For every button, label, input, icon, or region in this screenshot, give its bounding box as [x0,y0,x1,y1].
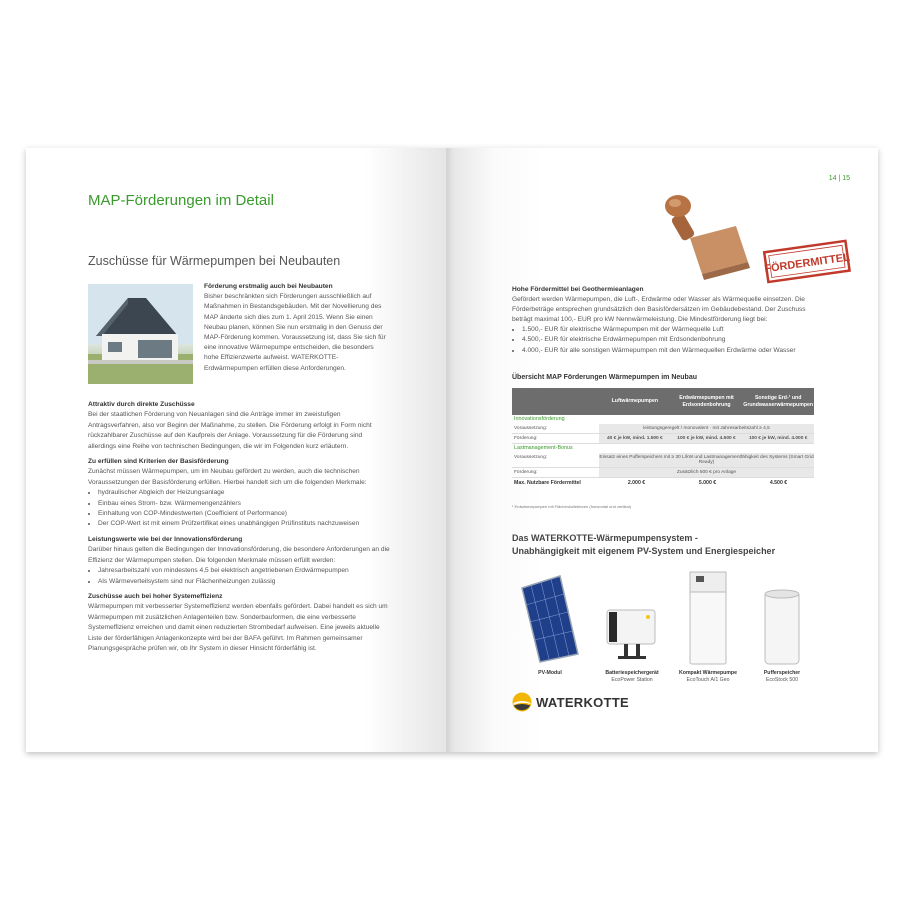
page-title: MAP-Förderungen im Detail [88,192,274,209]
stamp-image [662,180,852,292]
total-cell: 5.000 € [698,480,717,486]
table-cell: Einsatz eines Pufferspeichers mit ≥ 30 L/kW und Lastmanagementfähigkeit des Systems (Smart Grid Ready) [599,455,814,465]
system-title [512,532,812,557]
table-cell: Zusätzlich 500 € pro Anlage [676,470,737,475]
left-body [88,400,391,654]
product-label: Batteriespeichergerät EcoPower Station [605,670,659,683]
table-header-cell [512,388,599,415]
table-title: Übersicht MAP Förderungen Wärmepumpen im Neubau [512,374,698,381]
geothermal-text: Gefördert werden Wärmepumpen, die Luft-, Erdwärme oder Wasser als Wärmequelle einsetzen. Die Förderbeträge entsprechen grundsätzlich den Basisfördersätzen im Gebäudebestand. Der Zuschuss beträgt maximal 100,- EUR pro kW Nennwärmeleistung. Die Mindestförderung liegt bei: [512,296,806,324]
section-heading: Zuschüsse auch bei hoher Systemeffizienz [88,592,223,600]
intro-block [204,282,390,374]
product-label: Pufferspeicher EcoStock 500 [763,670,801,683]
list-item: • Als Wärmeverteilsystem sind nur Flächenheizungen zulässig [98,577,391,587]
buffer-tank-icon [765,590,799,664]
row-label: Förderung: [514,470,538,475]
list-item: • Jahresarbeitszahl von mindestens 4,5 bei elektrisch angetriebenen Erdwärmepumpen [98,566,391,576]
min-funding-list [512,325,822,355]
geothermal-block [512,285,822,356]
product-lineup [512,558,822,698]
table-section-label: Lastmanagement-Bonus [514,445,573,451]
total-label: Max. Nutzbare Fördermittel [514,480,581,486]
list-item: • Einhaltung von COP-Mindestwerten (Coefficient of Performance) [98,509,391,519]
section-text: Wärmepumpen mit verbesserter Systemeffizienz werden ebenfalls gefördert. Dabei handelt es sich um Wärmepumpen mit zusätzlichen Anlagenteilen bzw. Sonderbauformen, die eine verbesserte Systemeffizienz erreichen und damit einen reduzierten Strombedarf aufweisen. Eine jeweils aktuelle Liste der förderfähigen Anlagenkonzepte wird bei der BAFA geführt. Im Rahmen gemeinsamer Planungsgespräche prüfen wir, ob Ihr System in dieser Hinsicht förderfähig ist. [88,603,388,652]
table-header-cell: Sonstige Erd-¹ und Grundwasserwärmepumpen [743,394,814,408]
system-title-line: Unabhängigkeit mit eigenem PV-System und Energiespeicher [512,545,776,556]
requirements-list [88,566,391,587]
table-row [512,424,814,434]
list-item: • 4.000,- EUR für alle sonstigen Wärmepumpen mit den Wärmequellen Erdwärme oder Wasser [522,346,822,356]
list-item: • Der COP-Wert ist mit einem Prüfzertifikat eines unabhängigen Prüfinstituts nachzuweisen [98,519,391,529]
table-row [512,468,814,478]
table-header-row [512,388,814,415]
left-page [26,148,450,752]
table-header-cell: Luftwärmepumpen [611,398,659,405]
stamp-text: FÖRDERMITTEL [763,251,851,276]
house-photo [88,284,193,384]
list-item: • Einbau eines Strom- bzw. Wärmemengenzählers [98,499,391,509]
intro-text: Bisher beschränkten sich Förderungen ausschließlich auf Maßnahmen in Bestandsgebäuden. Mit der Novellierung des MAP änderte sich dies zum 1. April 2015. Wenn Sie einen Neubau planen, können Sie nun erstmalig in den Genuss der MAP-Förderung kommen. Voraussetzung ist, dass Sie sich für eine innovative Wärmepumpe entscheiden, die besonders hohe Effizienzwerte aufweist. WATERKOTTE-Erdwärmepumpen erfüllen diese Anforderungen. [204,293,386,372]
product-label: Kompakt Wärmepumpe EcoTouch A/1 Geo [679,670,737,683]
intro-heading: Förderung erstmalig auch bei Neubauten [204,283,333,290]
section-subtitle: Zuschüsse für Wärmepumpen bei Neubauten [88,254,341,268]
criteria-list [88,488,391,530]
section-text: Darüber hinaus gelten die Bedingungen der Innovationsförderung, die besondere Anforderungen an die Effizienz der Wärmepumpen stellen. Die folgenden Merkmale müssen erfüllt werden: [88,546,390,564]
table-cell: leistungsgeregelt / monovalent · mit Jahresarbeitszahl ≥ 4,5 [643,426,770,431]
list-item: • 4.500,- EUR für elektrische Erdwärmepumpen mit Erdsondenbohrung [522,335,822,345]
system-title-line: Das WATERKOTTE-Wärmepumpensystem - [512,533,698,543]
funding-table [512,388,814,486]
list-item: • hydraulischer Abgleich der Heizungsanlage [98,488,391,498]
right-page [450,148,878,752]
stamp-handle-icon [665,195,750,280]
page-number: 14 | 15 [828,175,850,182]
table-section-label: Innovationsförderung [514,416,565,422]
row-label: Förderung: [514,436,538,441]
table-total-row [512,480,814,486]
table-footnote: ¹ Erdwärmepumpen mit Flächenkollektoren (horizontal und vertikal) [512,504,631,509]
geothermal-heading: Hohe Fördermittel bei Geothermieanlagen [512,286,644,293]
list-item: • 1.500,- EUR für elektrische Wärmepumpen mit der Wärmequelle Luft [522,325,822,335]
pv-module-icon [522,576,578,662]
battery-storage-icon [607,610,655,659]
page-gutter [446,148,454,752]
table-row [512,453,814,468]
table-cell: 100 € je kW, mind. 4.000 € [748,436,808,441]
product-label: PV-Modul [538,670,562,676]
total-cell: 4.500 € [769,480,788,486]
row-label: Voraussetzung: [514,455,548,460]
section-heading: Leistungswerte wie bei der Innovationsförderung [88,535,243,543]
table-cell: 100 € je kW, mind. 4.500 € [677,436,736,441]
heat-pump-icon [690,572,726,664]
table-row [512,434,814,444]
section-text: Bei der staatlichen Förderung von Neuanlagen sind die Anträge immer im zweistufigen Antragsverfahren, also vor Beginn der Maßnahme, zu stellen. Die Förderung erfolgt in Form nicht rückzahlbarer Zuschüsse auf den Kaufpreis der Anlage. Voraussetzung für die Förderung sind allerdings eine Reihe von technischen Bedingungen, die wir im Folgenden kurz erläutern. [88,411,372,450]
section-heading: Attraktiv durch direkte Zuschüsse [88,401,195,408]
section-text: Zunächst müssen Wärmepumpen, um im Neubau gefördert zu werden, auch die technischen Voraussetzungen der Basisförderung erfüllen. Hierbei handelt sich um die folgenden Merkmale: [88,468,367,486]
logo-text: WATERKOTTE [536,694,630,710]
total-cell: 2.000 € [627,480,646,486]
brochure-spread [26,148,878,752]
table-header-cell: Erdwärmepumpen mit Erdsondenbohrung [679,394,734,408]
section-heading: Zu erfüllen sind Kriterien der Basisförderung [88,458,229,466]
table-cell: 40 € je kW, mind. 1.500 € [606,436,663,441]
row-label: Voraussetzung: [514,426,548,431]
waterkotte-logo [512,692,629,712]
logo-sun-icon [512,692,532,712]
